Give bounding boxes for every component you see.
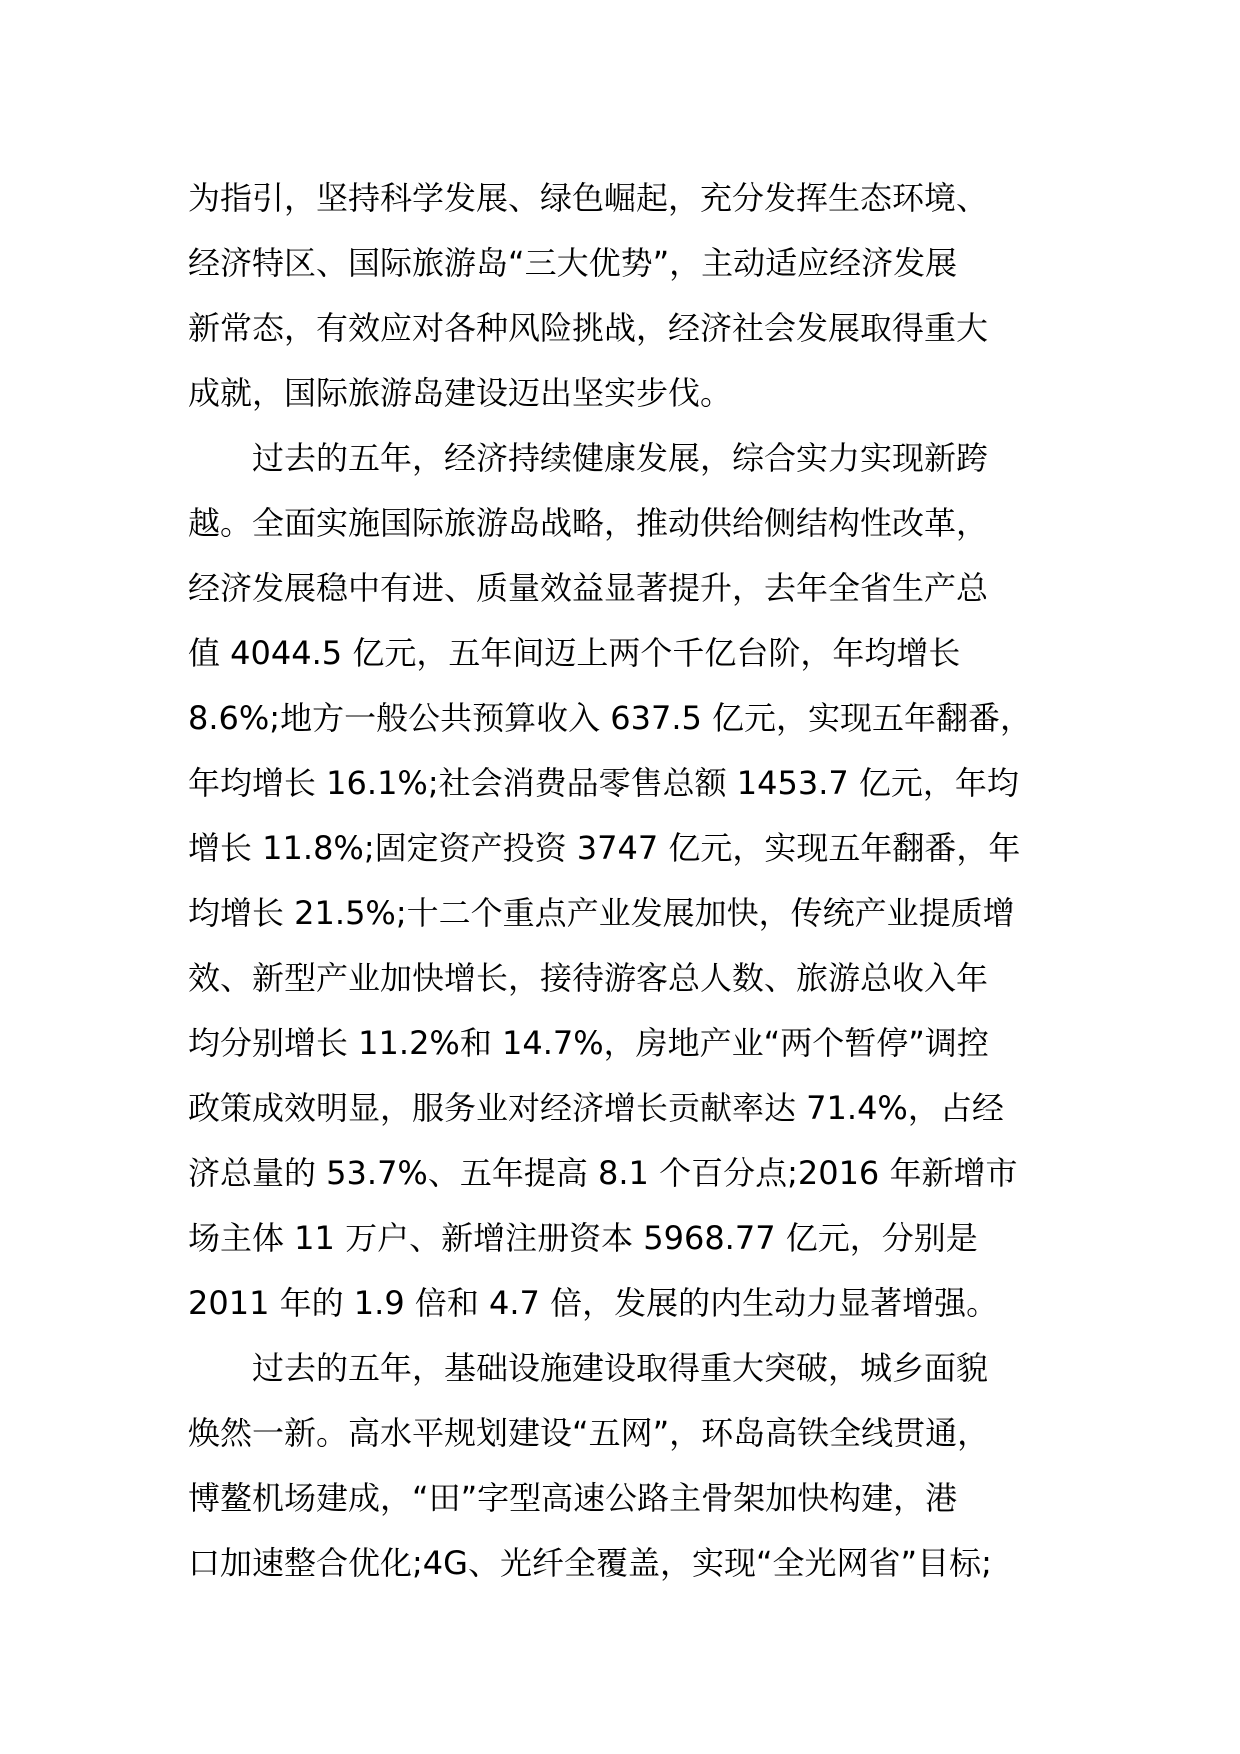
body-text — [188, 166, 1068, 1596]
text-line: 济总量的 53.7%、五年提高 8.1 个百分点;2016 年新增市 — [188, 1154, 1018, 1192]
text-line: 增长 11.8%;固定资产投资 3747 亿元，实现五年翻番，年 — [188, 829, 1021, 867]
text-line: 均增长 21.5%;十二个重点产业发展加快，传统产业提质增 — [188, 894, 1015, 932]
text-line: 越。全面实施国际旅游岛战略，推动供给侧结构性改革， — [188, 504, 989, 542]
text-line: 2011 年的 1.9 倍和 4.7 倍，发展的内生动力显著增强。 — [188, 1284, 999, 1322]
paragraph-start-line: 过去的五年，基础设施建设取得重大突破，城乡面貌 — [188, 1349, 989, 1387]
text-line: 经济特区、国际旅游岛“三大优势”，主动适应经济发展 — [188, 244, 958, 282]
text-line: 8.6%;地方一般公共预算收入 637.5 亿元，实现五年翻番， — [188, 699, 1033, 737]
text-line: 口加速整合优化;4G、光纤全覆盖，实现“全光网省”目标; — [188, 1544, 992, 1582]
paragraph-start-line: 过去的五年，经济持续健康发展，综合实力实现新跨 — [188, 439, 989, 477]
text-line: 值 4044.5 亿元，五年间迈上两个千亿台阶，年均增长 — [188, 634, 961, 672]
text-line: 政策成效明显，服务业对经济增长贡献率达 71.4%，占经 — [188, 1089, 1004, 1127]
text-line: 均分别增长 11.2%和 14.7%，房地产业“两个暂停”调控 — [188, 1024, 989, 1062]
text-line: 成就，国际旅游岛建设迈出坚实步伐。 — [188, 374, 733, 412]
text-line: 效、新型产业加快增长，接待游客总人数、旅游总收入年 — [188, 959, 989, 997]
text-line: 博鳌机场建成，“田”字型高速公路主骨架加快构建，港 — [188, 1479, 958, 1517]
text-line: 新常态，有效应对各种风险挑战，经济社会发展取得重大 — [188, 309, 989, 347]
text-line: 焕然一新。高水平规划建设“五网”，环岛高铁全线贯通， — [188, 1414, 990, 1452]
text-line: 场主体 11 万户、新增注册资本 5968.77 亿元，分别是 — [188, 1219, 978, 1257]
text-line: 年均增长 16.1%;社会消费品零售总额 1453.7 亿元，年均 — [188, 764, 1019, 802]
text-line: 经济发展稳中有进、质量效益显著提升，去年全省生产总 — [188, 569, 989, 607]
text-line: 为指引，坚持科学发展、绿色崛起，充分发挥生态环境、 — [188, 179, 989, 217]
